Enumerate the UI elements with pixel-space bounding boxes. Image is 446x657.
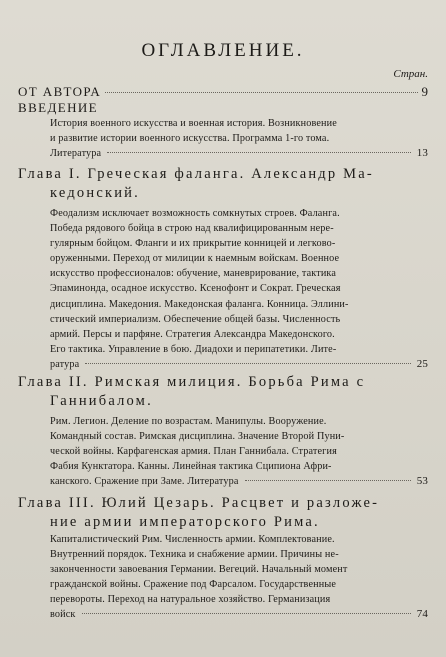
description-line: Внутренний порядок. Техника и снабжение армии. Причины не- [50,549,339,561]
page-number: 53 [416,475,428,488]
description-line: ратура [50,358,80,370]
leader-dots [105,92,417,93]
description-last-line [50,474,428,489]
chapter-heading-1 [18,165,428,203]
page-title: ОГЛАВЛЕНИЕ. [141,40,305,61]
description-line: Эпаминонда, осадное искусство. Ксенофонт и Сократ. Греческая [50,283,341,295]
description-line: оруженными. Переход от милиции к наемным войскам. Военное [50,253,340,265]
page-number: 13 [416,147,428,160]
leader-dots [107,152,410,153]
description-line: гулярным бойцом. Фланги и их прикрытие конницей и легково- [50,238,336,250]
description-line: искусство профессионалов: обучение, маневрирование, тактика [50,268,337,280]
page-number: 74 [416,608,428,621]
chapter-heading-line: Ганнибалом. [50,393,153,409]
chapter-heading-line: Глава III. Юлий Цезарь. Расцвет и разложе- [18,495,380,511]
description-line: Литература [50,148,102,160]
description-line: История военного искусства и военная история. Возникновение [50,118,337,129]
page-number: 9 [421,84,428,99]
toc-entry-from-author [18,84,428,100]
description-line: канского. Сражение при Заме. Литература [50,476,239,488]
description-last-line [50,607,428,622]
description-line: армий. Персы и парфяне. Стратегия Александра Македонского. [50,328,335,340]
chapter-2-description [50,414,428,489]
chapter-heading-line: Глава II. Римская милиция. Борьба Рима с [18,374,366,390]
entry-label: ВВЕДЕНИЕ [18,100,99,115]
description-line: Капиталистический Рим. Численность армии. Комплектование. [50,534,335,545]
toc-entry-introduction [18,100,428,116]
description-last-line [50,146,428,161]
description-line: стический империализм. Обеспечение общей базы. Численность [50,313,341,325]
description-line: Рим. Легион. Деление по возрастам. Манипулы. Вооружение. [50,416,327,427]
leader-dots [82,613,411,614]
chapter-heading-3 [18,494,428,532]
description-line: Командный состав. Римская дисциплина. Значение Второй Пуни- [50,431,345,443]
description-line: законченности завоевания Германии. Вегеций. Начальный момент [50,564,348,576]
description-line: и развитие истории военного искусства. Программа 1-го тома. [50,133,330,145]
description-line: перевороты. Переход на натуральное хозяйство. Германизация [50,594,331,606]
description-line: Фабия Кунктатора. Канны. Линейная тактика Сципиона Афри- [50,461,332,473]
page-column-header: Стран. [393,68,428,80]
entry-label: ОТ АВТОРА [18,84,102,99]
description-line: войск [50,609,76,621]
description-line: дисциплина. Македония. Македонская фаланга. Конница. Эллини- [50,298,349,310]
page-number: 25 [416,357,428,370]
description-line: гражданской войны. Сражение под Фарсалом. Государственные [50,579,336,591]
description-last-line [50,357,428,372]
description-line: Победа рядового бойца в строю над квалифицированным нере- [50,223,334,235]
chapter-1-description [50,206,428,372]
chapter-heading-line: Глава I. Греческая фаланга. Александр Ма- [18,166,374,182]
chapter-heading-line: ние армии императорского Рима. [50,514,320,530]
chapter-3-description [50,532,428,623]
leader-dots [85,363,410,364]
description-line: ческой войны. Карфагенская армия. План Ганнибала. Стратегия [50,446,337,458]
description-line: Феодализм исключает возможность сомкнутых строев. Фаланга. [50,208,340,219]
leader-dots [245,480,411,481]
chapter-heading-line: кедонский. [50,185,140,201]
chapter-heading-2 [18,373,428,411]
introduction-description [50,116,428,161]
description-line: Его тактика. Управление в бою. Диадохи и перипатетики. Лите- [50,343,337,355]
